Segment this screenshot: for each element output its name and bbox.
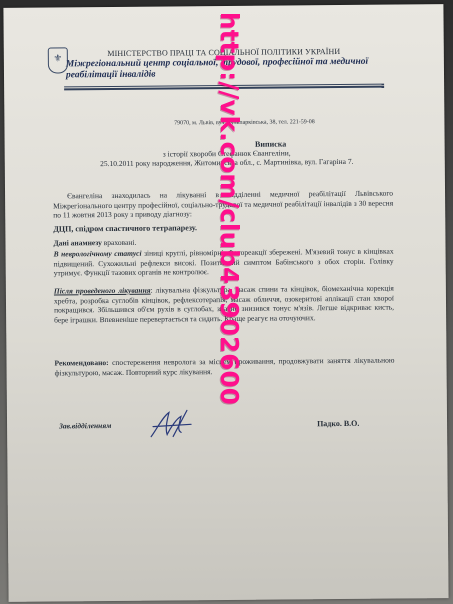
coat-of-arms-icon: ⚜: [48, 47, 68, 73]
address-line: 79070, м. Львів, вул. Кульпарківська, 38, тел. 221-59-08: [174, 119, 315, 127]
handwritten-signature: [147, 406, 197, 442]
after-treatment-label: Після проведеного лікування: [53, 285, 151, 296]
document-title: Виписка: [254, 139, 287, 149]
center-name: Міжрегіональний центр соціальної, трудової, професійної та медичної реабілітації інвалідів: [65, 56, 369, 81]
anamnesis-text: враховані.: [103, 237, 137, 248]
department-head-label: Зав.відділенням: [59, 421, 112, 431]
department-head-name: Падко. В.О.: [317, 418, 360, 429]
recommendation-text: спостереження невролога за місцем проживання, продовжувати заняття лікувальною фізкультурою, масаж. Повторний курс лікування.: [54, 355, 395, 378]
ministry-heading: МІНІСТЕРСТВО ПРАЦІ ТА СОЦІАЛЬНОЇ ПОЛІТИКИ УКРАЇНИ: [107, 46, 341, 59]
treatment-intro: Євангеліна знаходилась на лікуванні в відділенні медичної реабілітації Львівського Міжрегіонального центру професійної, соціально-трудової та медичної реабілітації інвалідів з 30 вересня по 11 жовтня 2013 року з приводу діагнозу:: [53, 188, 394, 220]
after-treatment-text: : лікувальна фізкультура, масаж спини та кінцівок, біомеханічна корекція хребта, розробка суглобів кінцівок, рефлексотерапія, масаж обличчя, озокеритові аплікації стан хворої покращився. Збільшився об'єм рухів в суглобах, значно знизився тонус м'язів. Легше відкриває кисть, бере іграшки. Впевненіше перевертається та сидить. Краще реагує на оточуючих.: [53, 283, 395, 325]
neuro-status-text: зіниці круглі, рівномірні. Фотореакції збережені. М'язевий тонус в кінцівках підвищений. Сухожильні рефлекси високі. Позитивний симптом Бабінського з обох сторін. Голівку утримує. Функції тазових органів не контролює.: [53, 246, 394, 278]
watermark-url: http://vk.com/club43902600: [215, 12, 244, 405]
patient-birth-line: 25.10.2011 року народження, Житомирська обл., с. Мартинівка, вул. Гагаріна 7.: [100, 156, 354, 169]
neuro-status-label: В неврологічному статусі: [53, 248, 142, 259]
recommendation-label: Рекомендовано:: [54, 358, 109, 368]
anamnesis-label: Дані анамнезу: [53, 238, 102, 248]
diagnosis: ДЦП, спідром спастичного тетрапарезу.: [53, 223, 198, 234]
patient-name-line: з історії хвороби Стефанюк Євангеліни,: [162, 148, 291, 159]
